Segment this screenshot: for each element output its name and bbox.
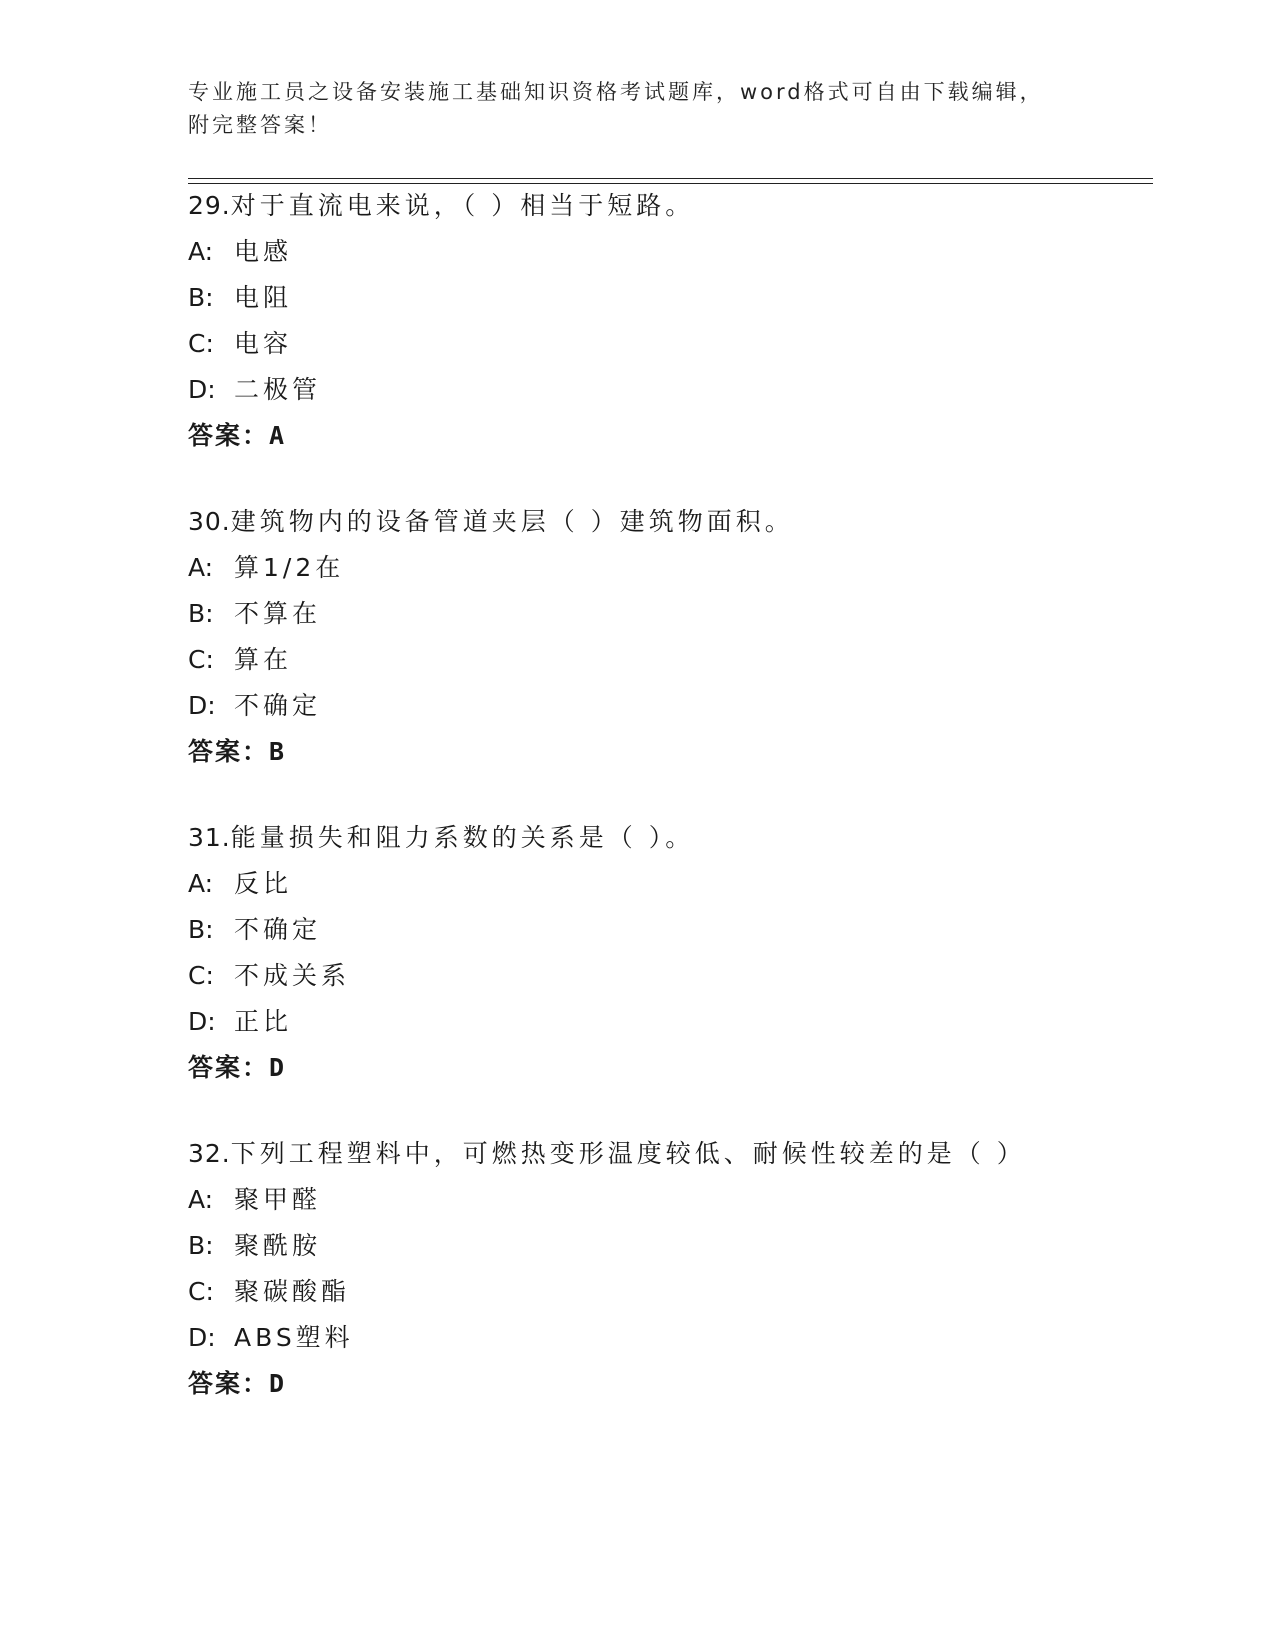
option-d	[188, 367, 1148, 413]
header-divider-top	[188, 178, 1153, 179]
option-text: 反比	[234, 869, 293, 898]
option-letter: B:	[188, 915, 214, 944]
option-letter: C:	[188, 645, 214, 674]
answer-label: 答案：	[188, 1053, 270, 1082]
answer-line	[188, 413, 1148, 459]
option-text: 不成关系	[234, 961, 351, 990]
answer-value: A	[269, 421, 287, 450]
option-text: 聚酰胺	[234, 1231, 322, 1260]
document-header	[188, 76, 1088, 142]
answer-label: 答案：	[188, 1369, 270, 1398]
question-text: 建筑物内的设备管道夹层（ ）建筑物面积。	[230, 507, 794, 536]
option-letter: C:	[188, 1277, 214, 1306]
option-text: 聚甲醛	[234, 1185, 322, 1214]
question-stem	[188, 499, 1148, 545]
header-title-line-1: 专业施工员之设备安装施工基础知识资格考试题库，word格式可自由下载编辑，	[188, 80, 1044, 104]
option-text: 电感	[234, 237, 293, 266]
option-text: 不确定	[234, 915, 322, 944]
option-b	[188, 591, 1148, 637]
option-b	[188, 1223, 1148, 1269]
option-letter: C:	[188, 961, 214, 990]
answer-value: B	[269, 737, 287, 766]
option-text: 正比	[234, 1007, 293, 1036]
option-letter: D:	[188, 1323, 216, 1352]
question-32	[188, 1131, 1148, 1407]
option-text: 聚碳酸酯	[234, 1277, 351, 1306]
option-a	[188, 545, 1148, 591]
answer-line	[188, 729, 1148, 775]
option-text: 算在	[234, 645, 293, 674]
option-letter: B:	[188, 1231, 214, 1260]
question-number: 31.	[188, 823, 231, 852]
question-text: 对于直流电来说，（ ）相当于短路。	[230, 191, 695, 220]
option-c	[188, 1269, 1148, 1315]
answer-value: D	[269, 1053, 287, 1082]
option-letter: D:	[188, 375, 216, 404]
option-d	[188, 999, 1148, 1045]
option-text: 不确定	[234, 691, 322, 720]
option-letter: B:	[188, 599, 214, 628]
answer-line	[188, 1045, 1148, 1091]
option-b	[188, 907, 1148, 953]
option-text: 算1/2在	[234, 553, 345, 582]
option-b	[188, 275, 1148, 321]
option-a	[188, 861, 1148, 907]
question-29	[188, 183, 1148, 459]
option-letter: C:	[188, 329, 214, 358]
question-stem	[188, 183, 1148, 229]
answer-line	[188, 1361, 1148, 1407]
option-text: ABS塑料	[234, 1323, 354, 1352]
question-number: 29.	[188, 191, 231, 220]
option-a	[188, 1177, 1148, 1223]
answer-label: 答案：	[188, 421, 270, 450]
option-letter: D:	[188, 1007, 216, 1036]
option-d	[188, 683, 1148, 729]
option-c	[188, 953, 1148, 999]
question-30	[188, 499, 1148, 775]
option-a	[188, 229, 1148, 275]
option-letter: B:	[188, 283, 214, 312]
option-letter: A:	[188, 237, 214, 266]
option-d	[188, 1315, 1148, 1361]
question-stem	[188, 1131, 1148, 1177]
answer-value: D	[269, 1369, 287, 1398]
option-letter: A:	[188, 869, 214, 898]
question-text: 下列工程塑料中，可燃热变形温度较低、耐候性较差的是（ ）	[230, 1139, 1026, 1168]
answer-label: 答案：	[188, 737, 270, 766]
option-c	[188, 637, 1148, 683]
header-title-line-2: 附完整答案！	[188, 113, 332, 137]
option-letter: D:	[188, 691, 216, 720]
option-c	[188, 321, 1148, 367]
option-text: 电阻	[234, 283, 293, 312]
question-31	[188, 815, 1148, 1091]
question-stem	[188, 815, 1148, 861]
question-text: 能量损失和阻力系数的关系是（ ）。	[230, 823, 695, 852]
option-text: 二极管	[234, 375, 322, 404]
option-text: 电容	[234, 329, 293, 358]
option-letter: A:	[188, 1185, 214, 1214]
option-text: 不算在	[234, 599, 322, 628]
option-letter: A:	[188, 553, 214, 582]
question-number: 30.	[188, 507, 231, 536]
question-number: 32.	[188, 1139, 231, 1168]
